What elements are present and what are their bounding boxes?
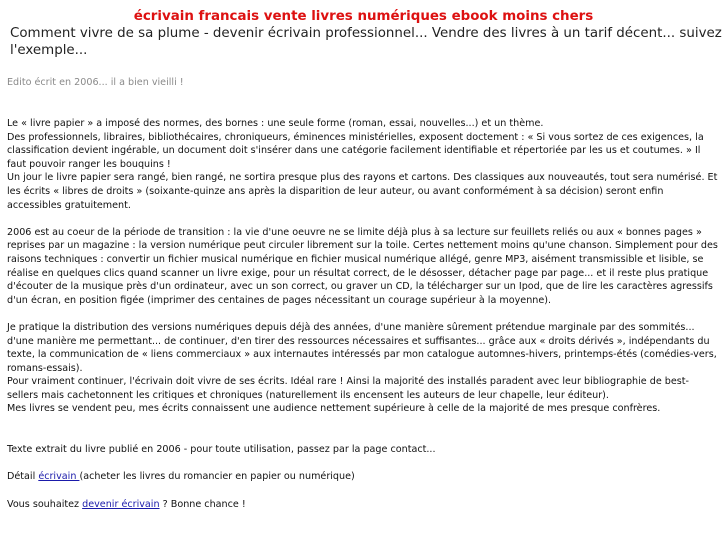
- paragraph-1-line-2: Des professionnels, libraires, bibliothécaires, chroniqueurs, éminences ministérielles, exposent doctement : « Si vous sortez de ces exigences, la classification devient ingérable, un document doit s'insérer dans une catégorie facilement identifiable et répertoriée par les us et coutumes. » Il faut pouvoir ranger les bouquins !: [7, 131, 704, 170]
- detail-suffix: (acheter les livres du romancier en papier ou numérique): [79, 471, 355, 483]
- question-suffix: ? Bonne chance !: [159, 498, 246, 510]
- spacer: [7, 457, 719, 471]
- paragraph-3-line-2: Pour vraiment continuer, l'écrivain doit vivre de ses écrits. Idéal rare ! Ainsi la majorité des installés paradent avec leur bibliographie de best-sellers mais cachetonnent les critiques et chroniques (naturellement ils encensent les auteurs de leur chapelle, leur éditeur).: [7, 376, 689, 401]
- page-title: écrivain francais vente livres numériques ebook moins chers: [133, 9, 594, 24]
- paragraph-3-line-3: Mes livres se vendent peu, mes écrits connaissent une audience nettement supérieure à celle de la majorité de mes presque confrères.: [7, 403, 661, 415]
- spacer: [7, 484, 719, 498]
- question-line: [7, 498, 719, 512]
- ecrivain-link[interactable]: écrivain: [38, 471, 80, 483]
- page-subtitle: Comment vivre de sa plume - devenir écrivain professionnel... Vendre des livres à un tarif décent... suivez l'exemple...: [10, 26, 722, 58]
- article-body: [7, 117, 719, 511]
- spacer: [7, 416, 719, 443]
- extract-note: Texte extrait du livre publié en 2006 - pour toute utilisation, passez par la page contact...: [7, 444, 436, 456]
- detail-prefix: Détail: [7, 471, 39, 483]
- edito-note: Edito écrit en 2006... il a bien vieilli !: [7, 77, 184, 88]
- paragraph-1-line-3: Un jour le livre papier sera rangé, bien rangé, ne sortira presque plus des rayons et cartons. Des classiques aux nouveautés, tout sera numérisé. Et les écrits « libres de droits » (soixante-quinze ans après la disparition de leur auteur, ou avant conformément à sa décision) seront enfin accessibles gratuitement.: [7, 172, 718, 211]
- detail-line: [7, 470, 719, 484]
- spacer: [7, 212, 719, 226]
- devenir-ecrivain-link[interactable]: devenir écrivain: [82, 498, 160, 510]
- paragraph-3-line-1: Je pratique la distribution des versions numériques depuis déjà des années, d'une manière sûrement prétendue marginale par des sommités... d'une manière me permettant... de continuer, d'en tirer des ressources nécessaires et suffisantes... grâce aux « droits dérivés », indépendants du texte, la communication de « liens commerciaux » aux internautes intéressés par mon catalogue automnes-hivers, printemps-étés (comédies-vers, romans-essais).: [7, 321, 717, 374]
- paragraph-2: 2006 est au coeur de la période de transition : la vie d'une oeuvre ne se limite déjà plus à sa lecture sur feuillets reliés ou aux « bonnes pages » reprises par un magazine : la version numérique peut circuler librement sur la toile. Certes nettement moins qu'une chanson. Simplement pour des raisons techniques : convertir un fichier musical numérique en fichier musical numérique allégé, genre MP3, aisément transmissible et lisible, se réalise en quelques clics quand scanner un livre exige, pour un résultat correct, de le désosser, détacher page par page... et il reste plus pratique d'écouter de la musique près d'un ordinateur, avec un son correct, ou graver un CD, la télécharger sur un Ipod, que de lire les caractères agressifs d'un écran, en position figée (imprimer des centaines de pages nécessitant un courage supérieur à la moyenne).: [7, 226, 718, 306]
- paragraph-1-line-1: Le « livre papier » a imposé des normes, des bornes : une seule forme (roman, essai, nouvelles...) et un thème.: [7, 118, 544, 129]
- spacer: [7, 307, 719, 321]
- question-prefix: Vous souhaitez: [7, 498, 83, 510]
